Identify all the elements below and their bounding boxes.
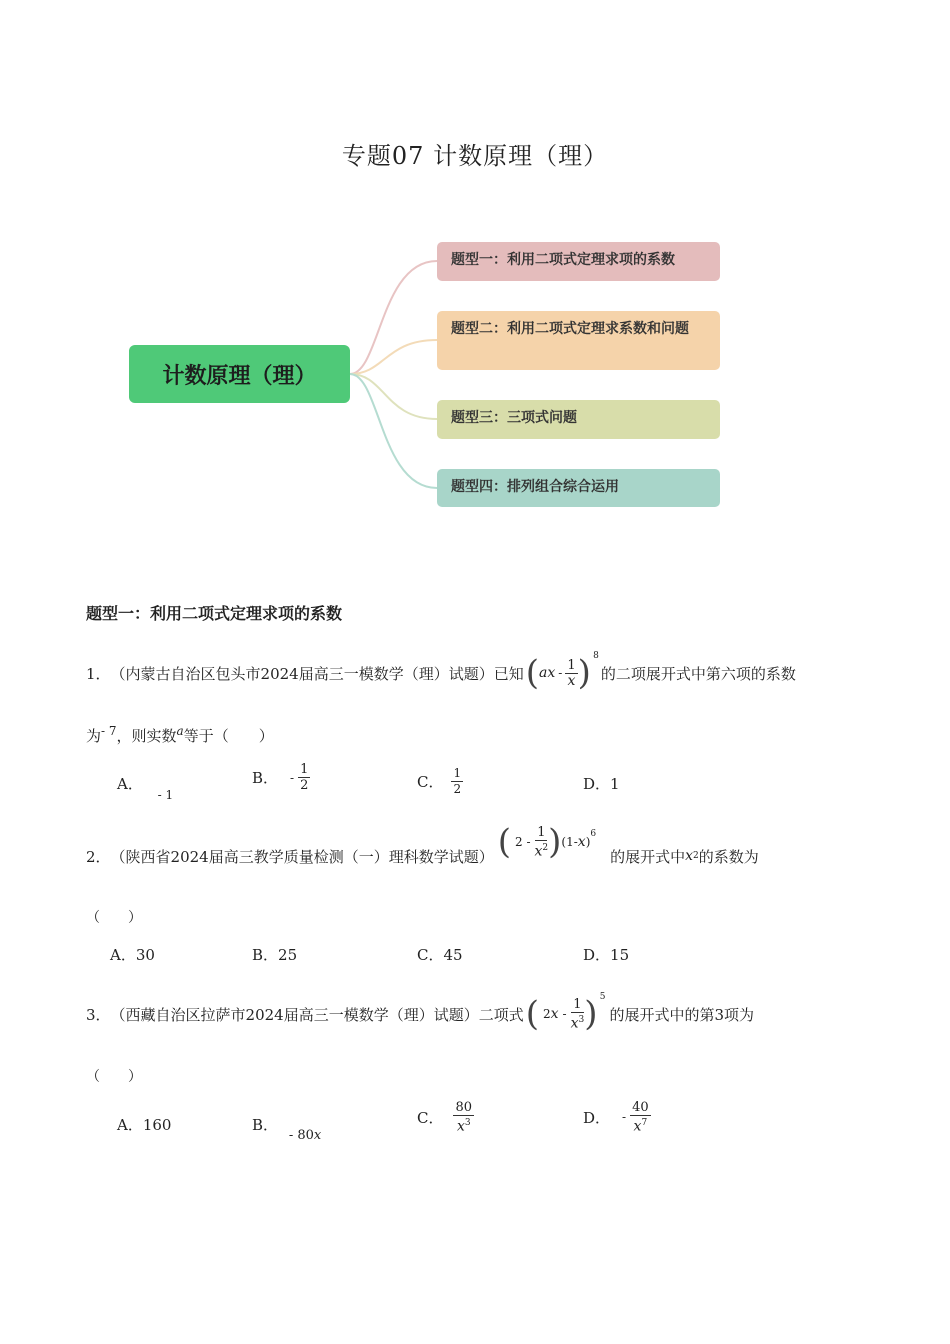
option-var: x [313,1128,322,1143]
q1-text-wei: 为 [86,727,102,745]
q2-paren: （ ） [86,910,142,926]
q2-x2: x [685,848,694,864]
q1-fraction [565,658,577,689]
q3-exponent: 5 [599,992,606,1002]
section-heading: 题型一：利用二项式定理求项的系数 [86,604,343,623]
q2-den-exp: 2 [542,842,549,853]
q3-option-a[interactable] [117,1114,171,1135]
option-sign: - [290,770,295,785]
connector-3 [350,374,437,419]
q2-x: x [577,834,586,850]
option-value: 25 [278,946,298,964]
q1-neg7: - 7 [101,724,117,738]
option-value: 160 [142,1116,172,1134]
right-paren: ) [548,822,562,862]
q2-frac-num: 1 [537,824,546,840]
option-label: A． [117,1116,143,1134]
option-fraction [453,1100,474,1134]
option-fraction [451,766,463,797]
q2-frac-den [535,841,549,859]
q2-after2: 的系数为 [698,847,759,866]
q2-number: 2． [86,847,111,866]
connector-2 [350,340,437,374]
q3-minus: - [562,1007,567,1021]
q2-fraction [535,825,549,859]
option-label: C． [417,946,444,964]
q2-option-c[interactable] [417,944,463,965]
option-label: D． [583,775,611,793]
question-3-line1 [86,976,754,1052]
question-2-line1 [86,818,759,894]
option-fraction [298,762,310,793]
q3-two: 2 [543,1007,551,1021]
frac-num: 40 [632,1100,649,1115]
q2-x2-exp: 2 [693,851,699,861]
q2-exponent: 6 [590,829,597,839]
option-value: 1 [610,775,620,793]
page-title: 专题07 计数原理（理） [341,142,609,170]
frac-den: 2 [453,782,462,796]
connector-1 [350,261,437,374]
q3-after: 的展开式中的第3项为 [609,1005,755,1024]
q1-option-b[interactable] [252,762,310,793]
mindmap-branch-3: 题型三：三项式问题 [437,400,720,439]
mindmap-branch-1: 题型一：利用二项式定理求项的系数 [437,242,720,281]
q1-frac-den: x [567,672,576,689]
q1-text-shishu: ，则实数 [116,727,177,745]
q1-ax: ax [539,665,556,681]
q1-after: 的二项展开式中第六项的系数 [600,664,796,683]
q3-paren: （ ） [86,1069,142,1085]
q1-frac-num: 1 [567,657,576,673]
question-1-line1 [86,636,796,710]
left-paren: ( [497,822,511,862]
frac-den-exp: 3 [464,1118,471,1128]
option-fraction [630,1100,651,1134]
q1-source: （内蒙古自治区包头市2024届高三一模数学（理）试题）已知 [110,664,524,683]
q2-option-a[interactable] [110,944,155,965]
q2-two: 2 - [515,835,531,849]
q2-den-x: x [534,843,543,860]
q1-option-a[interactable] [117,773,174,802]
option-value: 30 [135,946,155,964]
option-label: D． [583,946,611,964]
q3-source: （西藏自治区拉萨市2024届高三一模数学（理）试题）二项式 [110,1005,524,1024]
option-label: D． [583,1108,611,1127]
connector-4 [350,374,437,488]
left-paren: ( [525,994,539,1034]
q1-number: 1． [86,664,111,683]
q2-option-b[interactable] [252,944,297,965]
q1-option-d[interactable] [583,773,620,794]
frac-num: 1 [453,766,462,780]
mindmap-connectors [0,0,950,600]
q2-option-d[interactable] [583,944,629,965]
q3-option-d[interactable] [583,1100,651,1134]
frac-den-x: x [456,1118,465,1135]
option-sign: - [622,1110,627,1125]
option-value: - 1 [157,788,174,802]
q1-minus: - [558,666,563,680]
option-label: B． [252,946,279,964]
question-1-line2 [86,724,274,746]
option-value: 45 [443,946,463,964]
q2-factor: (1- [561,835,578,849]
frac-den [634,1116,648,1134]
q3-option-c[interactable] [417,1100,474,1134]
frac-den-x: x [633,1118,642,1135]
mindmap-root: 计数原理（理） [129,345,350,403]
q3-frac-den [571,1013,585,1031]
option-label: A． [110,946,136,964]
q1-expression [525,651,599,693]
option-value: - 80 [288,1128,314,1143]
q1-exponent: 8 [593,651,599,661]
q3-number: 3． [86,1005,111,1024]
mindmap-branch-4: 题型四：排列组合综合运用 [437,469,720,507]
q3-den-x: x [570,1015,579,1032]
frac-den [457,1116,471,1134]
q3-frac-num: 1 [573,996,582,1012]
q3-fraction [571,997,585,1031]
frac-den: 2 [300,778,309,793]
q3-expression [525,992,606,1034]
q3-option-b[interactable] [252,1114,322,1143]
q1-var-a: a [176,724,184,738]
q2-close: ) [585,835,591,849]
option-label: C． [417,773,444,791]
q2-after: 的展开式中 [610,847,686,866]
right-paren: ) [577,653,591,693]
option-label: B． [252,769,279,787]
q1-text-dengyu: 等于（ ） [183,727,274,745]
right-paren: ) [584,994,598,1034]
option-label: A． [117,775,143,793]
q3-x: x [550,1006,559,1022]
left-paren: ( [525,653,539,693]
frac-den-exp: 7 [641,1118,648,1128]
option-label: B． [252,1116,279,1134]
frac-num: 80 [455,1100,473,1115]
option-label: C． [417,1108,444,1127]
q2-expression [498,822,596,862]
mindmap-branch-2: 题型二：利用二项式定理求系数和问题 [437,311,720,370]
q2-source: （陕西省2024届高三教学质量检测（一）理科数学试题） [110,847,494,866]
q3-den-exp: 3 [578,1014,585,1025]
frac-num: 1 [300,762,309,777]
q1-option-c[interactable] [417,766,463,797]
option-value: 15 [610,946,630,964]
